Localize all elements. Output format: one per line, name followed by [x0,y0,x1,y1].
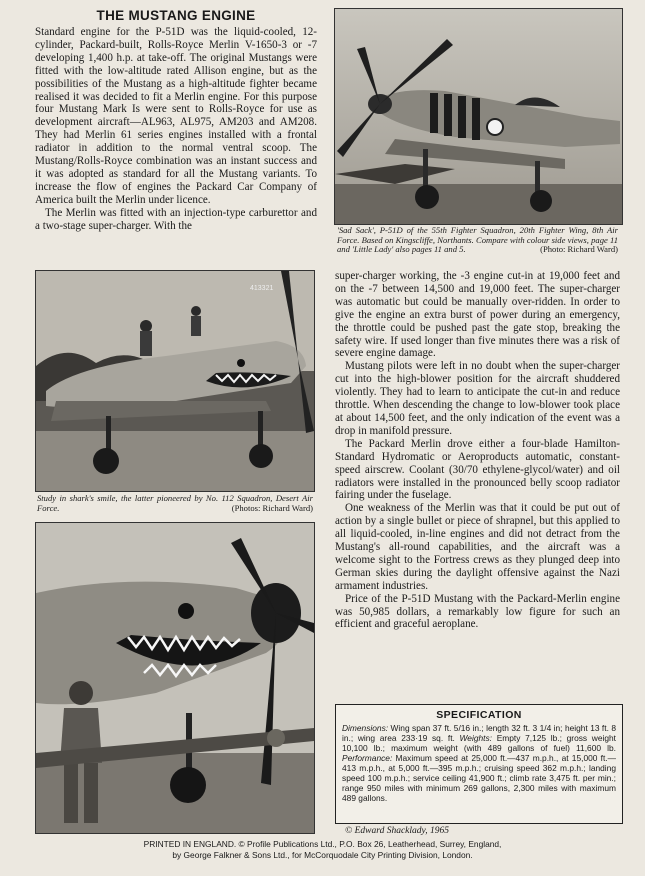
caption-sad-sack-text: 'Sad Sack', P-51D of the 55th Fighter Squadron, 20th Fighter Wing, 8th Air Force. Based on Kingscliffe, Northants. Compare with colour side views, page 11 and 'Little Lady' also pages 11 and 5. [337,225,618,255]
right-column [335,270,620,631]
spec-weights-label: Weights: [459,733,492,743]
author-credit: © Edward Shacklady, 1965 [345,826,449,836]
paragraph-weakness: One weakness of the Merlin was that it could be put out of action by a single bullet or piece of shrapnel, but this applied to all liquid-cooled, in-line engines and did not detract from the Mustang's all-round capabilities, and the aircraft was a welcome sight to the Fortress crews as they plunged deep into German skies during the daylight offensive against the Nazi armament industries. [335,502,620,592]
printer-line-2: by George Falkner & Sons Ltd., for McCorquodale City Printing Division, London. [172,850,473,860]
caption-sad-sack-credit: (Photo: Richard Ward) [540,244,618,255]
left-column [35,8,317,233]
caption-sad-sack [337,226,618,255]
sad-sack-aircraft-illustration [335,9,622,224]
shark-mouth-aircraft-illustration [36,271,314,491]
aircraft-code-marking: 413321 [250,285,274,292]
paragraph-price: Price of the P-51D Mustang with the Packard-Merlin engine was 50,985 dollars, a remarkably low figure for such an efficient and graceful aeroplane. [335,592,620,631]
paragraph-engine-intro: Standard engine for the P-51D was the liquid-cooled, 12-cylinder, Packard-built, Rolls-Royce Merlin V-1650-3 or -7 developing 1,400 h.p. at take-off. The original Mustangs were fitted with the low-altitude rated Allison engine, but as the possibilities of the Mustang as a high-altitude fighter became realised it was decided to fit a Merlin engine. For this purpose four Mustang Mark Is were sent to Rolls-Royce for use as development aircraft—AL963, AL975, AM203 and AM208. They had Merlin 61 series engines installed with a frontal radiator in addition to the normal ventral scoop. The Mustang/Rolls-Royce combination was an instant success and it was adopted as standard for all the Mustang variants. To increase the flow of engines the Packard Car Company of America built the Merlin under licence. [35,26,317,206]
paragraph-carburettor: The Merlin was fitted with an injection-type carburettor and a two-stage super-charger. With the [35,206,317,232]
spec-performance: Maximum speed at 25,000 ft.—437 m.p.h., at 15,000 ft.—413 m.p.h., at 5,000 ft.—395 m.p.h.; cruising speed 362 m.p.h.; landing speed 100 m.p.h.; service ceiling 41,900 ft.; climb rate 3,475 ft. per min.; range 950 miles with minimum 269 gallons, 2,300 miles with maximum 489 gallons. [342,753,617,803]
article-title: THE MUSTANG ENGINE [96,8,256,23]
printer-line-1: PRINTED IN ENGLAND. © Profile Publications Ltd., P.O. Box 26, Leatherhead, Surrey, England, [143,839,502,849]
paragraph-pilots: Mustang pilots were left in no doubt when the super-charger cut into the high-blower position for the aircraft shuddered violently. They had to learn to anticipate the cut-in and reduce throttle. When descending the change to low-blower took place at about 14,500 feet, and the only indication of the event was a drop in manifold pressure. [335,360,620,437]
photo-shark-mouth-1 [35,270,315,492]
caption-sharks-smile-text: Study in shark's smile, the latter pioneered by No. 112 Squadron, Desert Air Force. [37,493,313,513]
specification-body [342,723,616,803]
caption-sharks-smile-credit: (Photos: Richard Ward) [231,502,313,513]
paragraph-airscrew: The Packard Merlin drove either a four-blade Hamilton-Standard Hydromatic or Aeroproducts automatic, constant-speed airscrew. Coolant (30/70 ethylene-glycol/water) and oil radiators were installed in the pronounced belly scoop radiator fairing under the fuselage. [335,437,620,502]
spec-dimensions: Wing span 37 ft. 5/16 in.; length 32 ft. 3 1/4 in; height 13 ft. 8 in.; wing area 233·19 sq. ft. [342,723,617,743]
printer-imprint [0,839,645,861]
specification-box [335,704,623,824]
paragraph-supercharger: super-charger working, the -3 engine cut-in at 19,000 feet and on the -7 between 14,500 and 19,000 feet. The super-charger was automatic but could be manually over-ridden. In order to give the engine an extra burst of power during an emergency, the throttle could be pushed past the gate stop, breaking the safety wire. If used longer than five minutes there was a risk of severe engine damage. [335,270,620,360]
spec-performance-label: Performance: [342,753,393,763]
photo-shark-mouth-2 [35,522,315,834]
specification-title: SPECIFICATION [436,709,522,721]
caption-sharks-smile [37,494,313,513]
shark-mouth-closeup-illustration [36,523,314,833]
photo-sad-sack [334,8,623,225]
spec-weights: Empty 7,125 lb.; gross weight 10,100 lb.; maximum weight (with 489 gallons of fuel) 11,600 lb. [342,733,617,753]
spec-dimensions-label: Dimensions: [342,723,389,733]
